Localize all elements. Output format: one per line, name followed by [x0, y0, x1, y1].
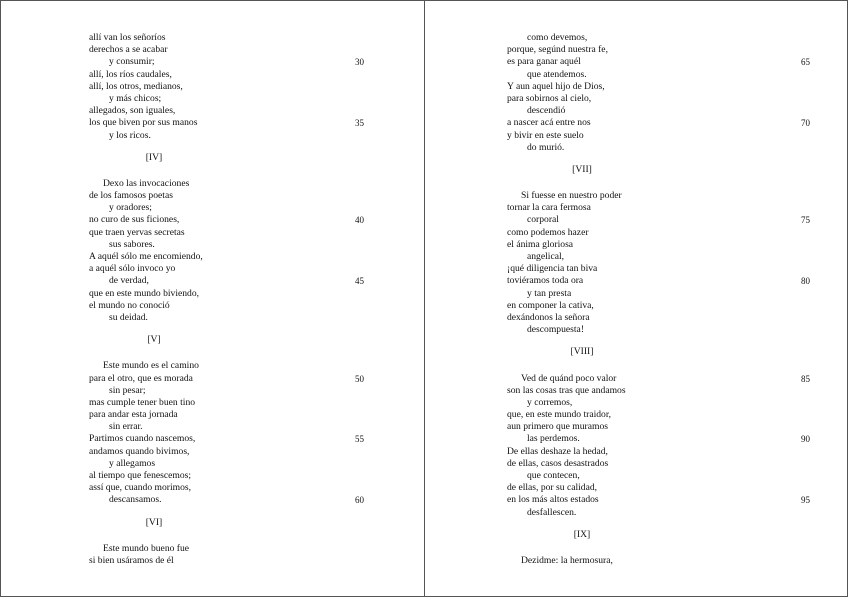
verse-text: Dezidme: la hermosura, [521, 554, 613, 566]
verse-line [89, 288, 379, 300]
verse-text: y tan presta [527, 287, 572, 299]
verse-line [507, 32, 807, 44]
verse-text: que traen yervas secretas [89, 226, 185, 238]
verse-line [507, 214, 810, 226]
verse-line [89, 251, 379, 263]
verse-text: andamos quando bivimos, [89, 445, 190, 457]
verse-text: descansamos. [109, 494, 162, 506]
verse-text: de los famosos poetas [89, 190, 173, 202]
stanza-heading: [VII] [572, 163, 592, 175]
verse-line [507, 275, 810, 287]
verse-line [89, 214, 379, 226]
verse-text: el mundo no conoció [89, 299, 170, 311]
verse-text: corporal [527, 214, 559, 226]
verse-line [89, 44, 379, 56]
line-number: 85 [801, 373, 810, 384]
verse-text: son las cosas tras que andamos [507, 384, 626, 396]
verse-line [507, 130, 807, 142]
verse-text: y más chicos; [109, 92, 162, 104]
verse-line [89, 105, 379, 117]
stanza-heading: [VIII] [570, 346, 594, 358]
verse-text: dexándonos la señora [507, 311, 590, 323]
verse-text: ¡qué diligencia tan biva [507, 263, 598, 275]
verse-text: tornar la cara fermosa [507, 202, 591, 214]
verse-line [89, 373, 379, 385]
verse-text: que atendemos. [527, 68, 587, 80]
verse-line [89, 470, 379, 482]
line-number: 70 [801, 118, 810, 129]
verse-line [89, 56, 379, 68]
stanza-heading: [IX] [573, 528, 591, 540]
line-number: 45 [355, 276, 364, 287]
verse-text: Dexo las invocaciones [103, 177, 190, 189]
verse-line [507, 190, 807, 202]
verse-line [507, 555, 807, 567]
verse-text: descompuesta! [527, 324, 585, 336]
verse-text: a nascer acá entre nos [507, 117, 591, 129]
verse-text: su deidad. [109, 311, 148, 323]
verse-line [507, 494, 810, 506]
verse-text: el ánima gloriosa [507, 238, 574, 250]
stanza-heading: [VI] [145, 516, 163, 528]
verse-line [89, 421, 379, 433]
verse-text: y oradores; [109, 202, 152, 214]
line-number: 35 [355, 118, 364, 129]
verse-text: de ellas, casos desastrados [507, 457, 609, 469]
verse-line [507, 44, 807, 56]
verse-text: allí, los otros, medianos, [89, 80, 183, 92]
verse-line [507, 482, 807, 494]
verse-line [89, 360, 379, 372]
line-number: 50 [355, 373, 364, 384]
stanza-heading: [IV] [145, 151, 163, 163]
verse-line [89, 543, 379, 555]
line-number: 60 [355, 495, 364, 506]
verse-line [507, 470, 807, 482]
verse-line [507, 142, 807, 154]
verse-text: en componer la cativa, [507, 299, 594, 311]
verse-text: en los más altos estados [507, 494, 599, 506]
verse-text: si bien usáramos de él [89, 554, 174, 566]
line-number: 40 [355, 215, 364, 226]
verse-text: es para ganar aquél [507, 56, 581, 68]
verse-line [507, 433, 810, 445]
verse-line [507, 69, 807, 81]
right-page [424, 0, 848, 597]
verse-line [89, 433, 379, 445]
verse-text: mas cumple tener buen tino [89, 396, 196, 408]
verse-text: allí van los señoríos [89, 32, 166, 43]
verse-text: a aquél sólo invoco yo [89, 263, 176, 275]
verse-text: que contecen, [527, 470, 580, 481]
verse-line [89, 409, 379, 421]
verse-text: Este mundo bueno fue [103, 542, 190, 554]
verse-text: los que biven por sus manos [89, 117, 198, 129]
verse-text: derechos a se acabar [89, 44, 168, 56]
verse-line [89, 263, 379, 275]
verse-text: como podemos hazer [507, 226, 589, 238]
verse-line [507, 251, 807, 263]
verse-line [507, 239, 807, 251]
verse-line [89, 482, 379, 494]
verse-line [507, 372, 810, 385]
verse-line [89, 130, 379, 142]
verse-line [507, 458, 807, 470]
verse-line [89, 275, 379, 287]
verse-text: assí que, cuando morimos, [89, 482, 192, 494]
verse-line [507, 288, 807, 300]
verse-text: y bivir en este suelo [507, 129, 584, 141]
stanza-heading: [V] [147, 334, 161, 346]
verse-text: sin errar. [109, 421, 143, 433]
verse-text: allegados, son iguales, [89, 105, 176, 117]
verse-line [507, 312, 807, 324]
verse-line [89, 397, 379, 409]
verse-text: para andar esta jornada [89, 409, 178, 421]
verse-line [89, 93, 379, 105]
verse-line [89, 300, 379, 312]
verse-line [507, 409, 807, 421]
line-number: 95 [801, 495, 810, 506]
line-number: 65 [801, 57, 810, 68]
verse-line [89, 239, 379, 251]
verse-line [507, 421, 807, 433]
verse-text: do murió. [527, 141, 565, 153]
verse-text: Si fuesse en nuestro poder [521, 190, 622, 202]
verse-text: de ellas, por su calidad, [507, 482, 598, 494]
verse-line [89, 69, 379, 81]
verse-line [507, 117, 810, 129]
verse-text: toviéramos toda ora [507, 275, 584, 287]
verse-line [507, 507, 807, 519]
verse-text: A aquél sólo me encomiendo, [89, 251, 203, 262]
verse-text: De ellas deshaze la hedad, [507, 445, 608, 457]
verse-text: desfallescen. [527, 506, 577, 518]
verse-text: y allegamos [109, 457, 156, 469]
verse-line [507, 56, 810, 68]
verse-text: sin pesar; [109, 384, 146, 396]
verse-line [89, 178, 379, 190]
verse-text: y consumir; [109, 56, 155, 68]
verse-text: angelical, [527, 251, 565, 262]
verse-line [507, 385, 807, 397]
verse-text: no curo de sus ficiones, [89, 214, 180, 226]
verse-text: allí, los ríos caudales, [89, 68, 172, 80]
right-page-text [507, 32, 810, 567]
verse-text: para el otro, que es morada [89, 372, 193, 384]
verse-line [89, 117, 379, 129]
verse-line [89, 458, 379, 470]
verse-text: y los ricos. [109, 129, 151, 141]
verse-line [507, 105, 807, 117]
left-page [0, 0, 425, 597]
verse-text: descendió [527, 105, 566, 117]
line-number: 55 [355, 434, 364, 445]
verse-line [89, 190, 379, 202]
verse-line [507, 202, 807, 214]
verse-text: Y aun aquel hijo de Dios, [507, 80, 605, 92]
verse-line [89, 81, 379, 93]
verse-text: Partimos cuando nascemos, [89, 433, 196, 445]
verse-text: Este mundo es el camino [103, 360, 199, 372]
verse-line [89, 312, 379, 324]
verse-line [89, 555, 379, 567]
verse-line [507, 227, 807, 239]
verse-text: las perdemos. [527, 433, 580, 445]
line-number: 80 [801, 276, 810, 287]
verse-line [507, 397, 807, 409]
verse-text: como devemos, [527, 32, 588, 43]
left-page-text [89, 32, 379, 567]
verse-text: Ved de quánd poco valor [521, 372, 617, 384]
verse-line [89, 446, 379, 458]
verse-line [507, 446, 807, 458]
line-number: 75 [801, 215, 810, 226]
verse-text: al tiempo que fenescemos; [89, 470, 192, 481]
verse-text: que en este mundo biviendo, [89, 287, 200, 299]
line-number: 90 [801, 434, 810, 445]
verse-line [89, 227, 379, 239]
verse-text: y corremos, [527, 396, 573, 408]
line-number: 30 [355, 57, 364, 68]
verse-text: para sobirnos al cielo, [507, 92, 592, 104]
verse-line [507, 263, 807, 275]
verse-text: aun primero que muramos [507, 421, 608, 433]
verse-text: porque, segúnd nuestra fe, [507, 44, 608, 56]
verse-line [89, 32, 379, 44]
verse-text: de verdad, [109, 275, 149, 287]
verse-line [89, 494, 379, 506]
verse-text: que, en este mundo traidor, [507, 409, 612, 421]
verse-line [507, 300, 807, 312]
verse-line [89, 202, 379, 214]
verse-line [507, 81, 807, 93]
verse-line [507, 93, 807, 105]
verse-line [507, 324, 807, 336]
verse-text: sus sabores. [109, 238, 155, 250]
verse-line [89, 385, 379, 397]
